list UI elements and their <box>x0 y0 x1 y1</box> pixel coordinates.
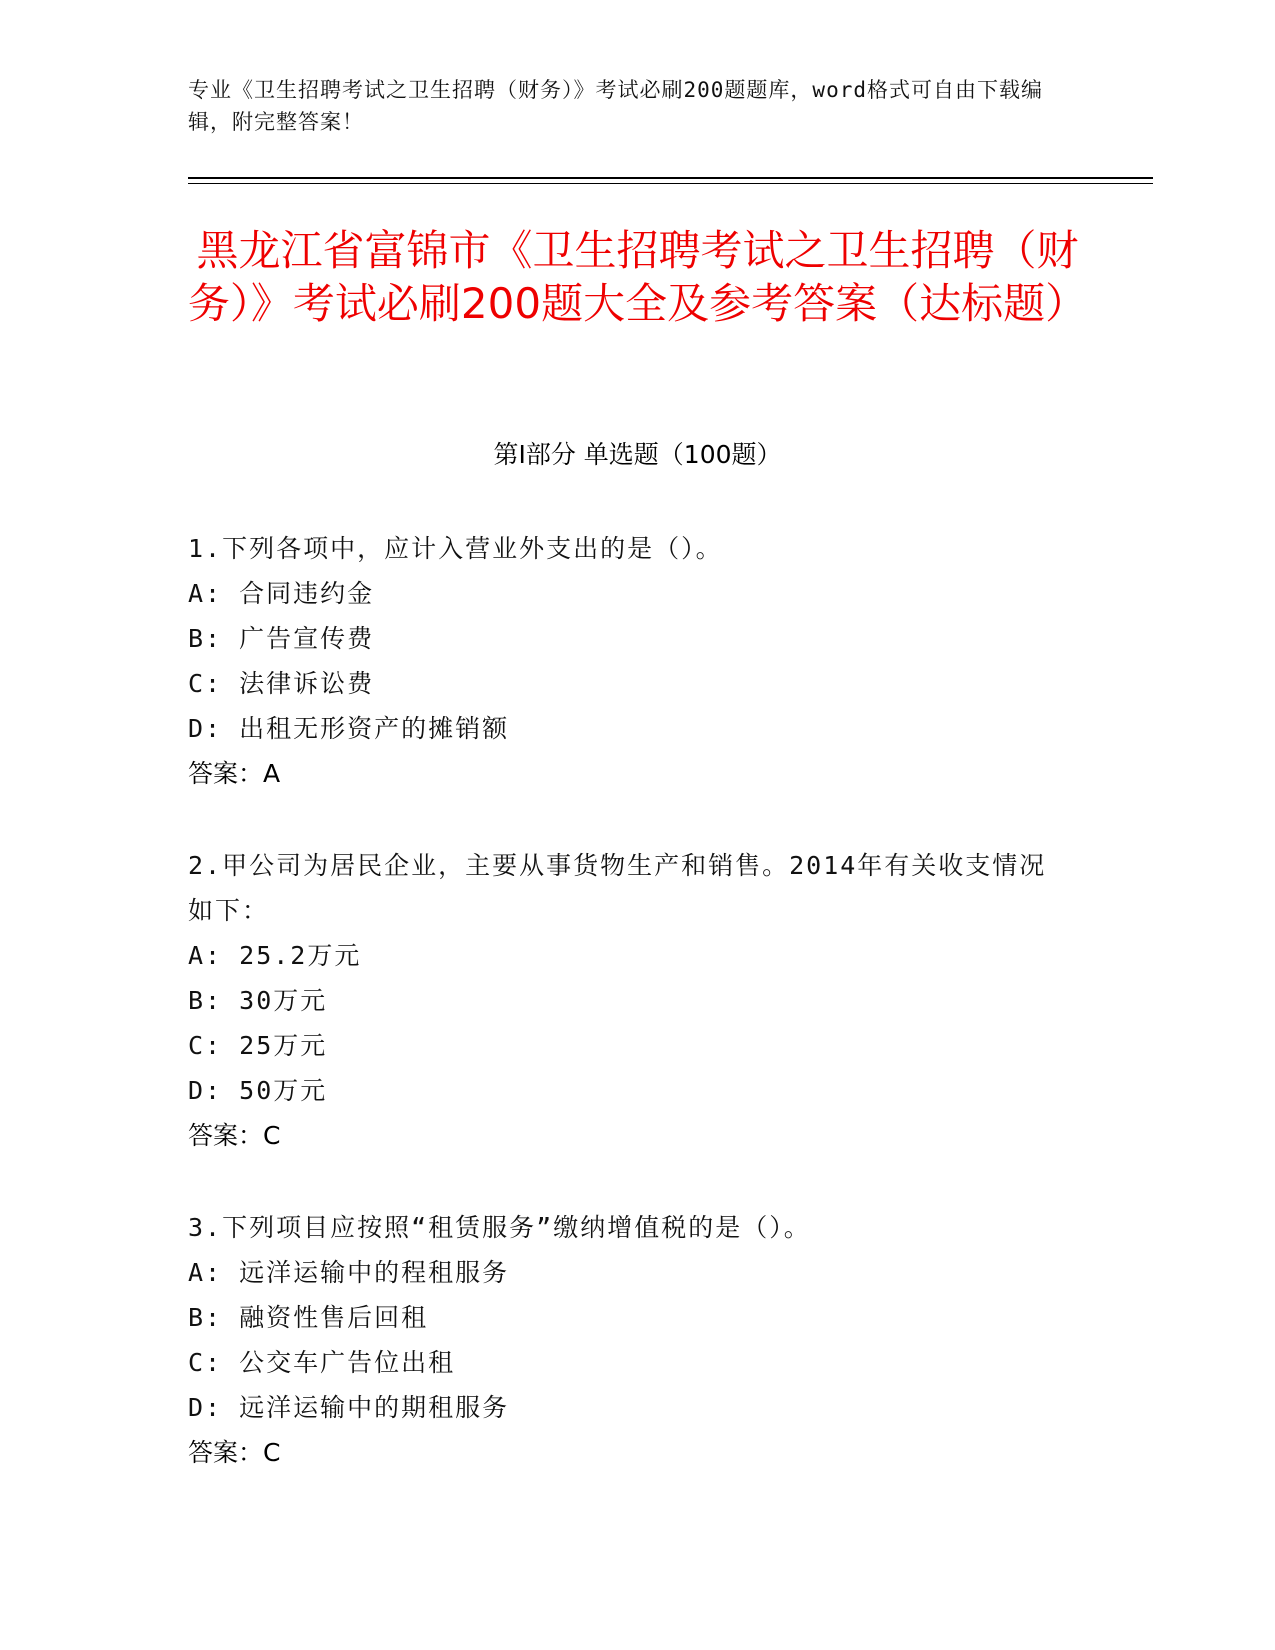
answer: 答案：A <box>188 759 281 788</box>
question-stem: 1.下列各项中，应计入营业外支出的是（）。 <box>188 534 723 563</box>
answer: 答案：C <box>188 1438 281 1467</box>
option-a: A: 远洋运输中的程租服务 <box>188 1258 510 1287</box>
question-2 <box>188 843 1068 1158</box>
document-title: 黑龙江省富锦市《卫生招聘考试之卫生招聘（财务）》考试必刷200题大全及参考答案（达标题） <box>187 226 1088 328</box>
question-3 <box>188 1205 1068 1475</box>
option-a: A: 25.2万元 <box>188 941 362 970</box>
question-1 <box>188 526 1068 796</box>
answer: 答案：C <box>188 1121 281 1150</box>
section-heading: 第I部分 单选题（100题） <box>493 440 782 469</box>
option-b: B: 30万元 <box>188 986 328 1015</box>
option-c: C: 法律诉讼费 <box>188 669 375 698</box>
question-stem: 3.下列项目应按照“租赁服务”缴纳增值税的是（）。 <box>188 1213 811 1242</box>
option-d: D: 50万元 <box>188 1076 328 1105</box>
option-b: B: 融资性售后回租 <box>188 1303 429 1332</box>
option-b: B: 广告宣传费 <box>188 624 375 653</box>
header-note: 专业《卫生招聘考试之卫生招聘（财务）》考试必刷200题题库，word格式可自由下载编辑，附完整答案！ <box>188 78 1043 134</box>
question-stem: 2.甲公司为居民企业，主要从事货物生产和销售。2014年有关收支情况如下： <box>188 851 1047 925</box>
option-a: A: 合同违约金 <box>188 579 375 608</box>
header-divider-thick <box>188 177 1153 179</box>
header-divider-thin <box>188 183 1153 184</box>
option-c: C: 公交车广告位出租 <box>188 1348 456 1377</box>
option-c: C: 25万元 <box>188 1031 328 1060</box>
option-d: D: 远洋运输中的期租服务 <box>188 1393 510 1422</box>
option-d: D: 出租无形资产的摊销额 <box>188 714 510 743</box>
